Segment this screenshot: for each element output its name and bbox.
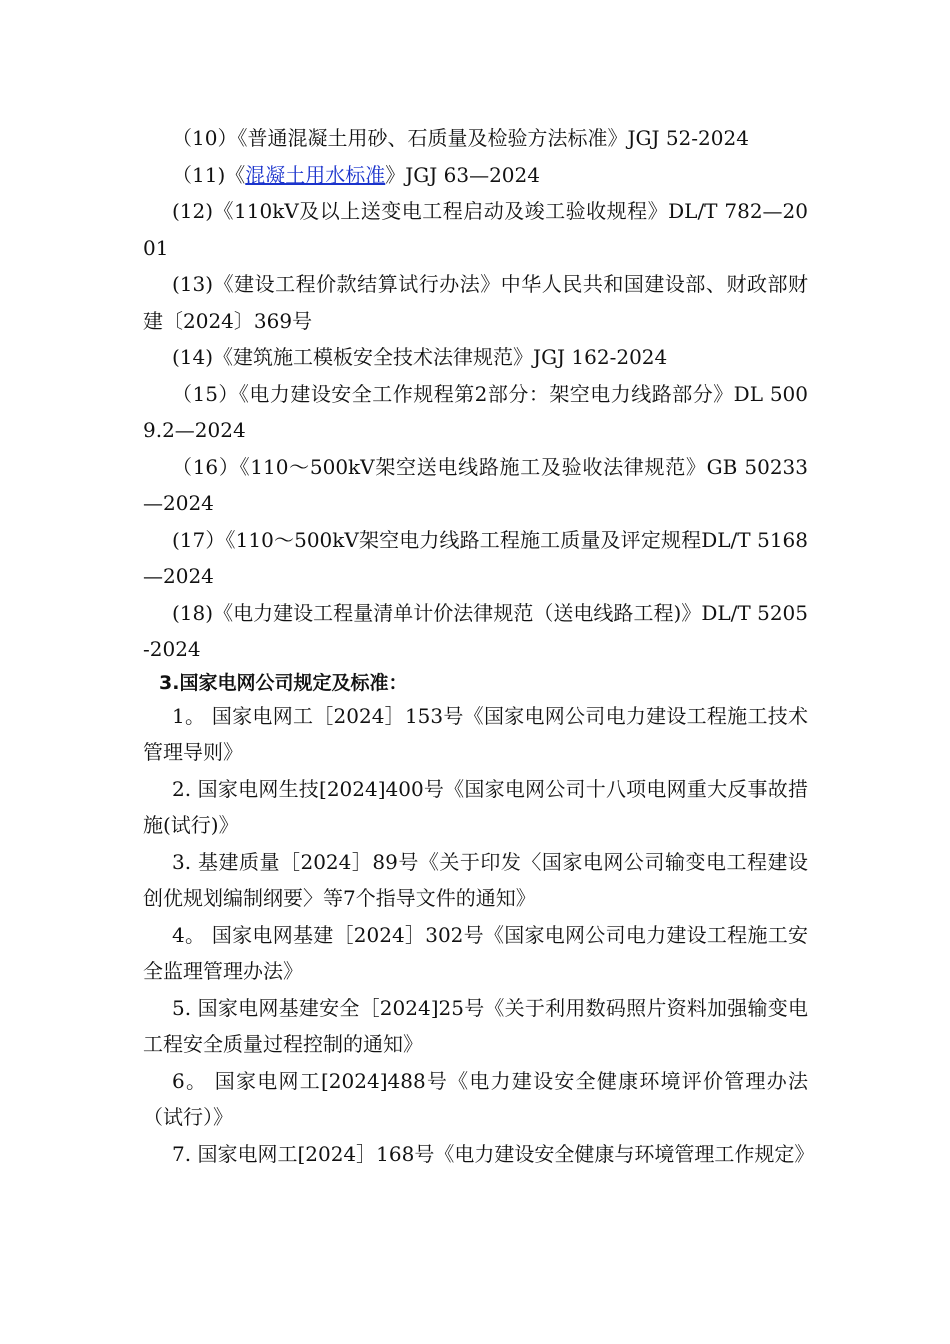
standard-item-11-suffix: 》JGJ 63—2024 — [385, 162, 540, 187]
sgcc-item-2: 2. 国家电网生技[2024]400号《国家电网公司十八项电网重大反事故措施(试行)》 — [143, 776, 808, 837]
standard-link-concrete-water[interactable]: 混凝土用水标准 — [245, 162, 386, 187]
sgcc-item-5: 5. 国家电网基建安全［2024]25号《关于利用数码照片资料加强输变电工程安全质量过程控制的通知》 — [143, 995, 808, 1056]
standard-item-11-prefix: （11)《 — [172, 162, 246, 187]
sgcc-item-1: 1。 国家电网工［2024］153号《国家电网公司电力建设工程施工技术管理导则》 — [143, 703, 808, 764]
sgcc-item-6: 6。 国家电网工[2024]488号《电力建设安全健康环境评价管理办法（试行）》 — [143, 1068, 808, 1129]
sgcc-item-4: 4。 国家电网基建［2024］302号《国家电网公司电力建设工程施工安全监理管理办法》 — [143, 922, 808, 983]
standard-item-11 — [143, 157, 808, 194]
document-body — [143, 120, 815, 1172]
standard-item-17: (17）《110～500kV架空电力线路工程施工质量及评定规程DL/T 5168—2024 — [143, 527, 808, 588]
standard-item-16: （16）《110～500kV架空送电线路施工及验收法律规范》GB 50233—2024 — [143, 454, 808, 515]
standard-item-12: (12)《110kV及以上送变电工程启动及竣工验收规程》DL/T 782—2001 — [143, 199, 808, 260]
standard-item-15: （15）《电力建设安全工作规程第2部分：架空电力线路部分》DL 5009.2—2024 — [143, 381, 808, 442]
sgcc-item-3: 3. 基建质量［2024］89号《关于印发〈国家电网公司输变电工程建设创优规划编制纲要〉等7个指导文件的通知》 — [143, 849, 808, 910]
sgcc-item-7: 7. 国家电网工[2024］168号《电力建设安全健康与环境管理工作规定》 — [172, 1141, 815, 1166]
standard-item-18: (18)《电力建设工程量清单计价法律规范（送电线路工程)》DL/T 5205-2024 — [143, 600, 808, 661]
standard-item-10: （10）《普通混凝土用砂、石质量及检验方法标准》JGJ 52-2024 — [172, 126, 749, 150]
standard-item-13: (13)《建设工程价款结算试行办法》中华人民共和国建设部、财政部财建〔2024〕369号 — [143, 272, 808, 333]
standard-item-14: (14)《建筑施工模板安全技术法律规范》JGJ 162-2024 — [172, 345, 668, 369]
section-3-heading: 3.国家电网公司规定及标准： — [159, 671, 408, 694]
